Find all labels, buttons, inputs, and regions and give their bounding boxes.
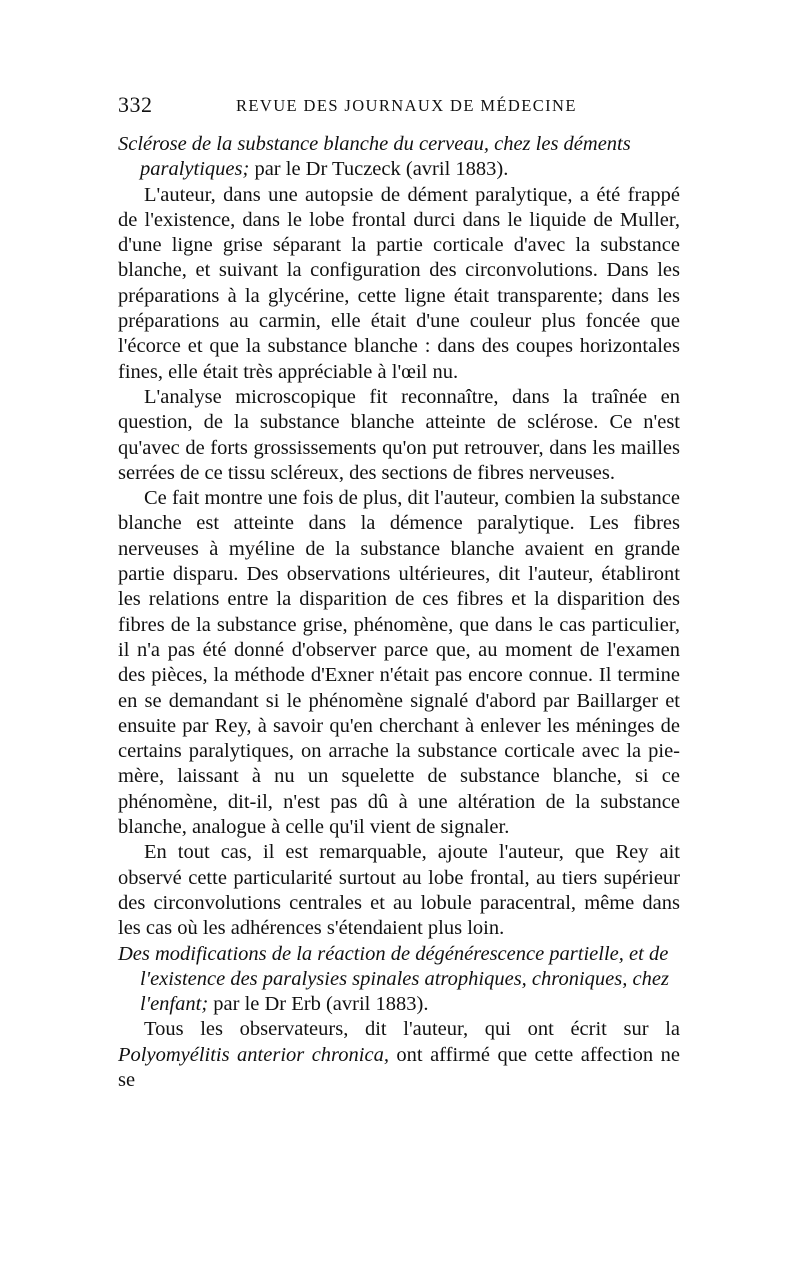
entry-title: Des modifications de la réaction de dégénérescence partielle, et de l'existence des paralysies spinales atrophiques, chroniques, chez l'enfant; [118,942,669,1016]
entry-heading-1 [118,132,680,183]
paragraph: L'analyse microscopique fit reconnaître, dans la traînée en question, de la substance blanche atteinte de sclérose. Ce n'est qu'avec de forts grossissements qu'on put retrouver, dans les mailles serrées de ce tissu scléreux, des sections de fibres nerveuses. [118,385,680,484]
paragraph-continued [118,1017,680,1093]
paragraph-italic-term: Polyomyélitis anterior chronica, [118,1043,389,1066]
running-head: REVUE DES JOURNAUX DE MÉDECINE [236,96,577,115]
article-body [118,132,680,1093]
paragraph: Ce fait montre une fois de plus, dit l'auteur, combien la substance blanche est atteinte dans la démence paralytique. Les fibres nerveuses à myéline de la substance blanche avaient en grande partie disparu. Des observations ultérieures, dit l'auteur, établiront les relations entre la disparition de ces fibres et la disparition des fibres de la substance grise, phénomène, que dans le cas particulier, il n'a pas été donné d'observer parce que, au moment de l'examen des pièces, la méthode d'Exner n'était pas encore connue. Il termine en se demandant si le phénomène signalé d'abord par Baillarger et ensuite par Rey, à savoir qu'en cherchant à enlever les méninges de certains paralytiques, on arrache la substance corticale avec la pie-mère, laissant à nu un squelette de substance blanche, si ce phénomène, dit-il, n'est pas dû à une altération de la substance blanche, analogue à celle qu'il vient de signaler. [118,487,680,839]
paragraph: L'auteur, dans une autopsie de dément paralytique, a été frappé de l'existence, dans le lobe frontal durci dans le liquide de Muller, d'une ligne grise séparant la partie corticale d'avec la substance blanche, et suivant la configuration des circonvolutions. Dans les préparations à la glycérine, cette ligne était transparente; dans les préparations au carmin, elle était d'une couleur plus foncée que l'écorce et que la substance blanche : dans des coupes horizontales fines, elle était très appréciable à l'œil nu. [118,183,680,383]
page-number: 332 [118,92,153,117]
paragraph-text: Tous les observateurs, dit l'auteur, qui ont écrit sur la [144,1018,680,1041]
entry-heading-2 [118,942,680,1018]
paragraph: En tout cas, il est remarquable, ajoute l'auteur, que Rey ait observé cette particularité surtout au lobe frontal, au tiers supérieur des circonvolutions centrales et au lobule paracentral, même dans les cas où les adhérences s'étendaient plus loin. [118,841,680,940]
page-header [118,92,690,122]
entry-title: Sclérose de la substance blanche du cerveau, chez les déments paralytiques; [118,133,631,181]
entry-reference: par le Dr Erb (avril 1883). [208,993,429,1016]
entry-reference: par le Dr Tuczeck (avril 1883). [249,158,509,181]
paragraph-text: ont affirmé que cette affection ne se [118,1043,680,1091]
